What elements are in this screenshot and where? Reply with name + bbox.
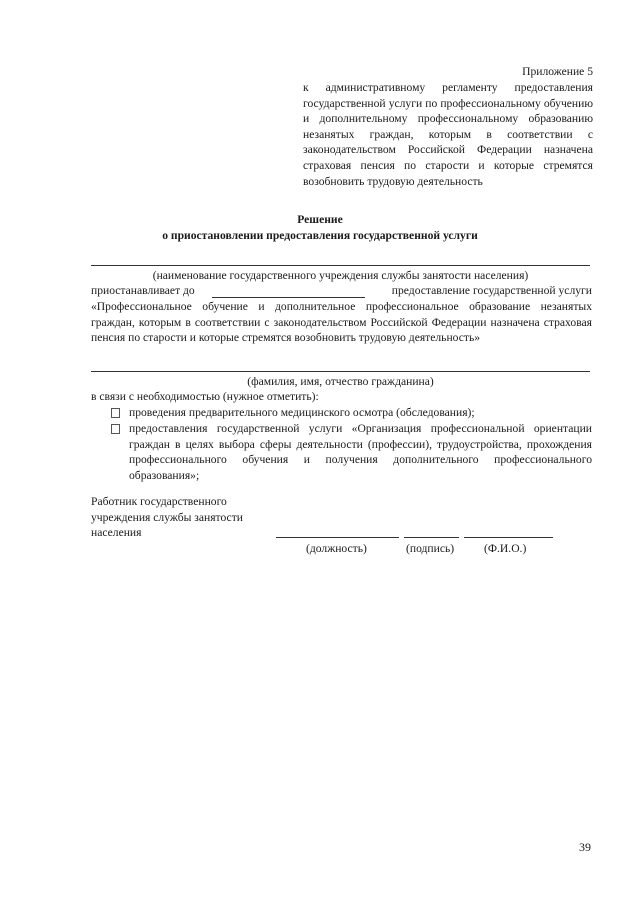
position-field[interactable] [276, 537, 399, 538]
employee-label: Работник государственного учреждения службы занятости населения [91, 495, 243, 540]
full-name-field[interactable] [464, 537, 553, 538]
suspension-date-field[interactable] [212, 297, 365, 298]
institution-name-field[interactable] [91, 265, 590, 266]
signature-caption: (подпись) [406, 542, 455, 555]
appendix-title: Приложение 5 [522, 65, 593, 78]
citizen-name-field[interactable] [91, 371, 590, 372]
decision-subheading: о приостановлении предоставления государственной услуги [162, 228, 478, 242]
decision-heading: Решение [297, 213, 343, 226]
service-paragraph: «Профессиональное обучение и дополнительное профессиональное образование незанятых граждан, которым в соответствии с законодательством Российской Федерации назначена страховая пенсия по старости и которые стремятся возобновить трудовую деятельность» [91, 300, 592, 345]
position-caption: (должность) [306, 542, 367, 555]
option-medical-text: проведения предварительного медицинского осмотра (обследования); [129, 406, 475, 419]
signature-field[interactable] [404, 537, 459, 538]
option-medical-checkbox[interactable] [111, 408, 120, 418]
provision-text: предоставление государственной услуги [391, 284, 592, 297]
citizen-caption: (фамилия, имя, отчество гражданина) [247, 375, 434, 388]
decision-title [0, 212, 640, 243]
option-guidance-checkbox[interactable] [111, 424, 120, 434]
institution-caption: (наименование государственного учреждения службы занятости населения) [152, 269, 529, 282]
option-guidance-text: предоставления государственной услуги «Организация профессиональной ориентации граждан в целях выбора сферы деятельности (профессии), трудоустройства, прохождения профессионального обучения и получения дополнительного профессионального образования»; [129, 422, 592, 482]
suspends-until-label: приостанавливает до [91, 284, 195, 297]
page-number: 39 [579, 840, 591, 854]
appendix-reference: к административному регламенту предоставления государственной услуги по профессиональному обучению и дополнительному профессиональному образованию незанятых граждан, которым в соответствии с законодательством Российской Федерации назначена страховая пенсия по старости и которые стремятся возобновить трудовую деятельность [303, 81, 593, 188]
reason-intro: в связи с необходимостью (нужное отметить): [91, 390, 319, 403]
name-caption: (Ф.И.О.) [484, 542, 527, 555]
